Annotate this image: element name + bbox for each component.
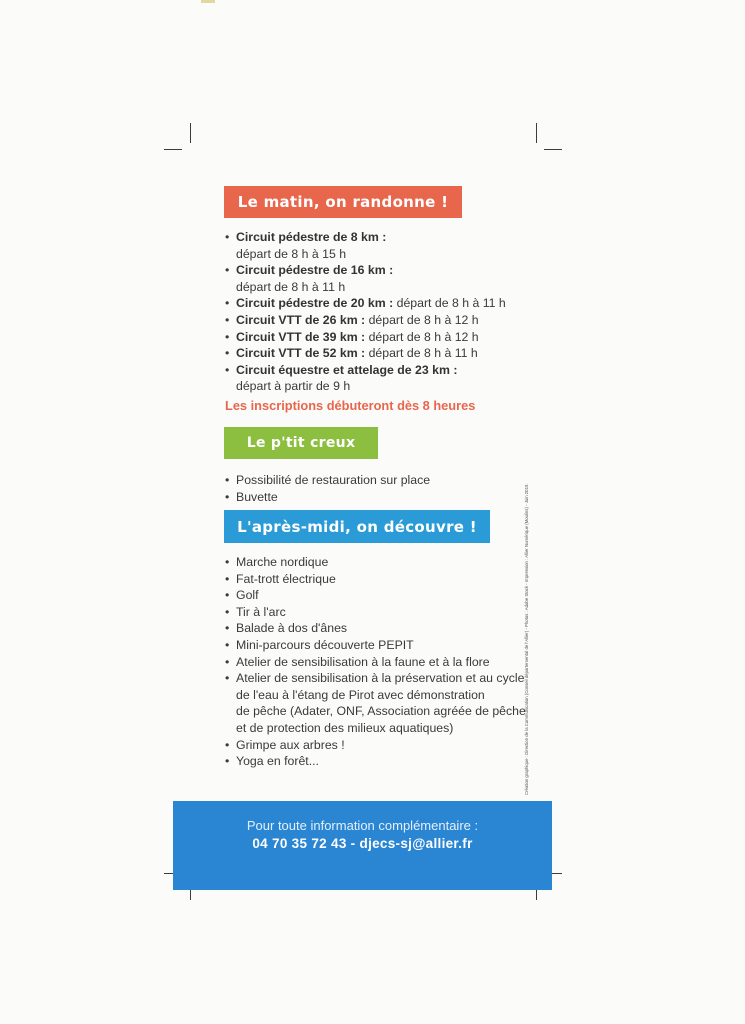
- bullet-icon: •: [225, 654, 230, 669]
- bullet-icon: •: [225, 329, 230, 344]
- item-text: et de protection des milieux aquatiques): [236, 720, 454, 735]
- list-item: [225, 587, 526, 604]
- bullet-icon: •: [225, 621, 230, 636]
- afternoon-list: [225, 554, 526, 770]
- list-item: [225, 737, 526, 754]
- bullet-icon: •: [225, 346, 230, 361]
- item-text: Atelier de sensibilisation à la préservation et au cycle: [236, 671, 525, 686]
- item-detail: départ de 8 h à 12 h: [365, 312, 479, 327]
- morning-title: Le matin, on randonne !: [237, 193, 449, 211]
- list-item: [225, 620, 526, 637]
- list-item: [225, 489, 430, 506]
- bullet-icon: •: [225, 263, 230, 278]
- item-detail: départ de 8 h à 12 h: [365, 329, 479, 344]
- list-item: [225, 654, 526, 671]
- item-text: Golf: [236, 588, 259, 603]
- item-title: Circuit VTT de 39 km :: [236, 329, 366, 344]
- list-item: [225, 295, 506, 312]
- item-text: Balade à dos d'ânes: [236, 621, 348, 636]
- item-text: Marche nordique: [236, 555, 329, 569]
- bullet-icon: •: [225, 312, 230, 327]
- bullet-icon: •: [225, 555, 230, 569]
- item-detail: départ de 8 h à 11 h: [236, 279, 346, 294]
- bullet-icon: •: [225, 604, 230, 619]
- afternoon-title: L'après-midi, on découvre !: [237, 517, 477, 536]
- item-detail: départ de 8 h à 15 h: [236, 246, 347, 261]
- item-title: Circuit équestre et attelage de 23 km :: [236, 362, 458, 377]
- list-item: [225, 472, 430, 489]
- afternoon-banner: [224, 510, 490, 543]
- top-edge-mark: [201, 0, 215, 3]
- list-item: [225, 554, 526, 571]
- list-item: [225, 345, 506, 362]
- morning-list: [225, 229, 506, 395]
- credits-text: Création graphique : Direction de la Communication (Conseil départemental de l'Allier) - Photos : Adobe Stock - Impression : Allier Numérique (Moulins) - Juin 2019.: [524, 483, 529, 795]
- item-text: Tir à l'arc: [236, 604, 286, 619]
- bullet-icon: •: [225, 588, 230, 603]
- info-box: [173, 801, 552, 890]
- item-title: Circuit VTT de 26 km :: [236, 312, 366, 327]
- list-item: [225, 362, 506, 395]
- snack-title: Le p'tit creux: [246, 435, 356, 451]
- item-title: Circuit pédestre de 20 km :: [236, 296, 394, 311]
- snack-banner: [224, 427, 378, 459]
- item-title: Circuit VTT de 52 km :: [236, 346, 366, 361]
- bullet-icon: •: [225, 296, 230, 311]
- bullet-icon: •: [225, 473, 230, 487]
- list-item: [225, 329, 506, 346]
- morning-banner: [224, 186, 462, 218]
- item-title: Circuit pédestre de 16 km :: [236, 263, 394, 278]
- item-title: Circuit pédestre de 8 km :: [236, 230, 387, 244]
- list-item: [225, 670, 526, 736]
- crop-mark-tr-h: [544, 149, 562, 150]
- bullet-icon: •: [225, 571, 230, 586]
- info-text: Pour toute information complémentaire :: [246, 818, 479, 833]
- bullet-icon: •: [225, 637, 230, 652]
- list-item: [225, 229, 506, 262]
- item-text: Buvette: [236, 489, 278, 504]
- crop-mark-tl-h: [164, 149, 182, 150]
- item-text: de l'eau à l'étang de Pirot avec démonstration: [236, 687, 485, 702]
- bullet-icon: •: [225, 230, 230, 244]
- item-text: Grimpe aux arbres !: [236, 737, 345, 752]
- item-detail: départ de 8 h à 11 h: [365, 346, 478, 361]
- bullet-icon: •: [225, 671, 230, 686]
- item-text: de pêche (Adater, ONF, Association agréée de pêche: [236, 704, 526, 719]
- list-item: [225, 637, 526, 654]
- contact-link[interactable]: 04 70 35 72 43 - djecs-sj@allier.fr: [252, 836, 473, 851]
- list-item: [225, 753, 526, 770]
- list-item: [225, 262, 506, 295]
- crop-mark-tl-v: [190, 123, 191, 143]
- bullet-icon: •: [225, 754, 230, 769]
- item-text: Mini-parcours découverte PEPIT: [236, 637, 414, 652]
- list-item: [225, 604, 526, 621]
- item-detail: départ de 8 h à 11 h: [393, 296, 506, 311]
- item-detail: départ à partir de 9 h: [236, 379, 351, 394]
- item-text: Yoga en forêt...: [236, 754, 319, 769]
- item-text: Atelier de sensibilisation à la faune et à la flore: [236, 654, 490, 669]
- crop-mark-tr-v: [536, 123, 537, 143]
- item-text: Fat-trott électrique: [236, 571, 336, 586]
- list-item: [225, 312, 506, 329]
- bullet-icon: •: [225, 489, 230, 504]
- list-item: [225, 571, 526, 588]
- item-text: Possibilité de restauration sur place: [236, 473, 431, 487]
- registration-note: Les inscriptions débuteront dès 8 heures: [225, 398, 476, 413]
- snack-list: [225, 472, 430, 505]
- bullet-icon: •: [225, 362, 230, 377]
- bullet-icon: •: [225, 737, 230, 752]
